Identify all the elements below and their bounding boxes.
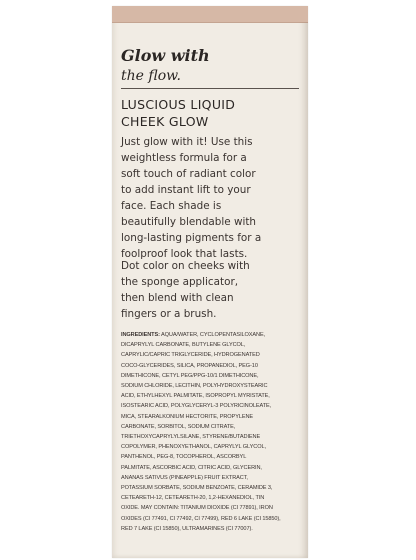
description-line: foolproof look that lasts. bbox=[121, 248, 248, 260]
ingredients-line: RED 7 LAKE (CI 15850), ULTRAMARINES (CI 77007). bbox=[121, 525, 253, 532]
description-line: weightless formula for a bbox=[121, 152, 247, 164]
directions-line: fingers or a brush. bbox=[121, 308, 217, 320]
ingredients-list bbox=[121, 330, 301, 534]
ingredients-line: CETEARETH-12, CETEARETH-20, 1,2-HEXANEDIOL, TIN bbox=[121, 495, 265, 502]
description-line: beautifully blendable with bbox=[121, 216, 257, 228]
ingredients-line: CARBONATE, SORBITOL, SODIUM CITRATE, bbox=[121, 423, 236, 430]
description-line: soft touch of radiant color bbox=[121, 168, 256, 180]
description-line: long-lasting pigments for a bbox=[121, 232, 262, 244]
title-line: LUSCIOUS LIQUID bbox=[121, 97, 236, 112]
product-description bbox=[121, 134, 305, 262]
directions-line: the sponge applicator, bbox=[121, 276, 239, 288]
ingredients-line: TRIETHOXYCAPRYLYLSILANE, STYRENE/BUTADIENE bbox=[121, 434, 261, 441]
tagline-line-2: the flow. bbox=[121, 68, 181, 84]
product-carton bbox=[112, 6, 308, 558]
ingredients-line: ANANAS SATIVUS (PINEAPPLE) FRUIT EXTRACT, bbox=[121, 474, 248, 481]
ingredients-line: ACID, ETHYLHEXYL PALMITATE, ISOPROPYL MYRISTATE, bbox=[121, 393, 270, 400]
tagline-line-1: Glow with bbox=[121, 46, 210, 65]
ingredients-line: CAPRYLIC/CAPRIC TRIGLYCERIDE, HYDROGENATED bbox=[121, 352, 260, 359]
ingredients-label: INGREDIENTS: bbox=[121, 332, 160, 338]
product-title bbox=[121, 96, 303, 130]
description-line: face. Each shade is bbox=[121, 200, 222, 212]
directions-line: Dot color on cheeks with bbox=[121, 260, 250, 272]
ingredients-line: DICAPRYLYL CARBONATE, BUTYLENE GLYCOL, bbox=[121, 342, 246, 349]
ingredients-line: POTASSIUM SORBATE, SODIUM BENZOATE, CERAMIDE 3, bbox=[121, 485, 273, 492]
title-line: CHEEK GLOW bbox=[121, 114, 209, 129]
carton-lid bbox=[112, 6, 308, 23]
ingredients-line: COPOLYMER, PHENOXYETHANOL, CAPRYLYL GLYCOL, bbox=[121, 444, 266, 451]
ingredients-line: OXIDE. MAY CONTAIN: TITANIUM DIOXIDE (CI 77891), IRON bbox=[121, 505, 273, 512]
ingredients-line-text: AQUA/WATER, CYCLOPENTASILOXANE, bbox=[159, 332, 266, 338]
ingredients-line: OXIDES (CI 77491, CI 77492, CI 77499), RED 6 LAKE (CI 15850), bbox=[121, 515, 281, 522]
divider-rule bbox=[121, 88, 299, 89]
ingredients-line: DIMETHICONE, CETYL PEG/PPG-10/1 DIMETHICONE, bbox=[121, 372, 259, 379]
description-line: Just glow with it! Use this bbox=[121, 136, 253, 148]
tagline bbox=[121, 46, 210, 86]
ingredients-line: MICA, STEARALKONIUM HECTORITE, PROPYLENE bbox=[121, 413, 254, 420]
ingredients-line: ISOSTEARIC ACID, POLYGLYCERYL-3 POLYRICINOLEATE, bbox=[121, 403, 272, 410]
description-line: to add instant lift to your bbox=[121, 184, 251, 196]
directions bbox=[121, 258, 305, 322]
directions-line: then blend with clean bbox=[121, 292, 234, 304]
ingredients-line: PALMITATE, ASCORBIC ACID, CITRIC ACID, GLYCERIN, bbox=[121, 464, 262, 471]
ingredients-line: COCO-GLYCERIDES, SILICA, PROPANEDIOL, PEG-10 bbox=[121, 362, 258, 369]
ingredients-line bbox=[121, 330, 301, 340]
ingredients-line: SODIUM CHLORIDE, LECITHIN, POLYHYDROXYSTEARIC bbox=[121, 383, 268, 390]
ingredients-line: PANTHENOL, PEG-8, TOCOPHEROL, ASCORBYL bbox=[121, 454, 247, 461]
